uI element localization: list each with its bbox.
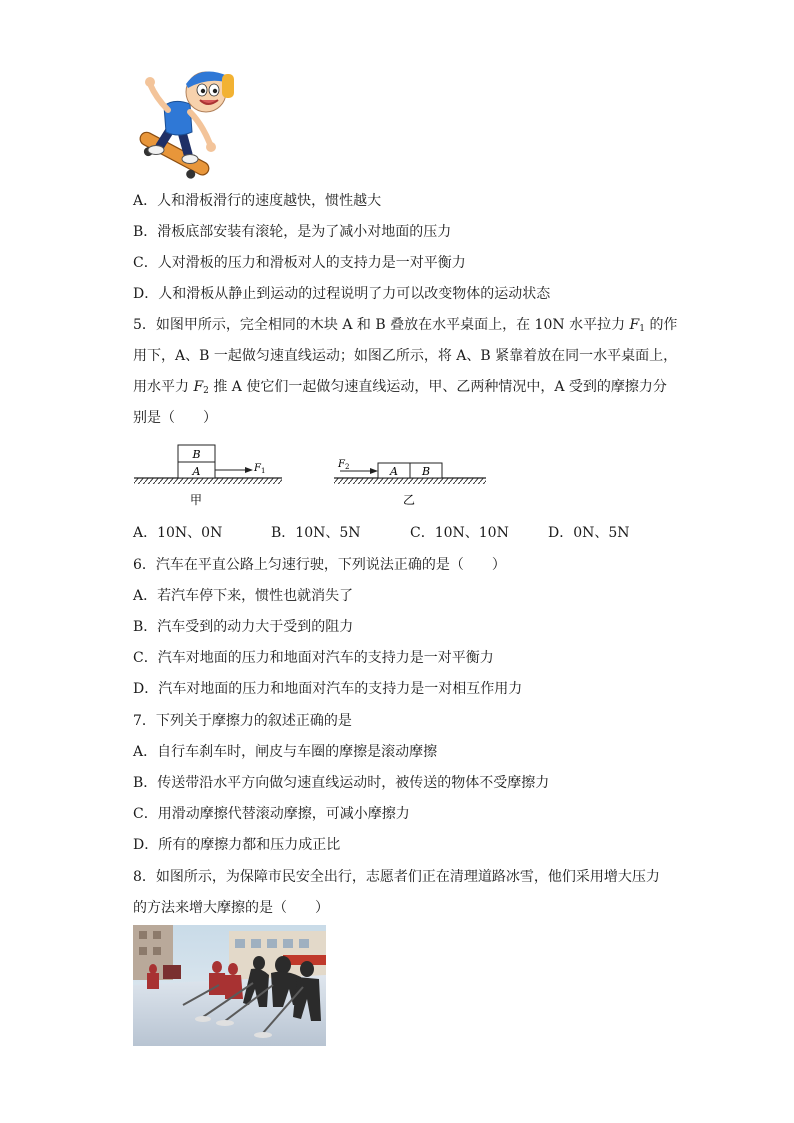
snow-clearing-photo — [133, 925, 326, 1046]
q8-stem-line-2: 的方法来增大摩擦的是（ ） — [133, 900, 329, 916]
q5-stem-line-2: 用下，A、B 一起做匀速直线运动；如图乙所示，将 A、B 紧靠着放在同一水平桌面上， — [133, 348, 678, 364]
f1-label: F — [254, 463, 261, 474]
q5-option-c: C．10N、10N — [410, 525, 509, 541]
q8-stem-line-1: 8．如图所示，为保障市民安全出行，志愿者们正在清理道路冰雪，他们采用增大压力 — [133, 869, 660, 885]
q5-figure — [130, 440, 500, 516]
q4-option-c: C．人对滑板的压力和滑板对人的支持力是一对平衡力 — [133, 255, 466, 271]
q7-option-d: D．所有的摩擦力都和压力成正比 — [133, 837, 341, 853]
q6-stem: 6．汽车在平直公路上匀速行驶，下列说法正确的是（ ） — [133, 557, 506, 573]
figure-yi — [334, 459, 486, 507]
caption-yi: 乙 — [402, 493, 416, 507]
q7-option-c: C．用滑动摩擦代替滚动摩擦，可减小摩擦力 — [133, 806, 410, 822]
f2-subscript: 2 — [345, 463, 350, 471]
q5-option-b: B．10N、5N — [271, 525, 361, 541]
q4-option-b: B．滑板底部安装有滚轮，是为了减小对地面的压力 — [133, 224, 452, 240]
block-b-label-yi: B — [421, 465, 431, 478]
skateboarder-illustration — [130, 62, 240, 180]
q4-option-d: D．人和滑板从静止到运动的过程说明了力可以改变物体的运动状态 — [133, 286, 551, 302]
q5-option-a: A．10N、0N — [133, 525, 223, 541]
figure-jia — [134, 445, 282, 507]
q7-option-b: B．传送带沿水平方向做匀速直线运动时，被传送的物体不受摩擦力 — [133, 775, 550, 791]
q6-option-d: D．汽车对地面的压力和地面对汽车的支持力是一对相互作用力 — [133, 681, 523, 697]
q6-option-b: B．汽车受到的动力大于受到的阻力 — [133, 619, 354, 635]
q6-option-c: C．汽车对地面的压力和地面对汽车的支持力是一对平衡力 — [133, 650, 494, 666]
q7-option-a: A．自行车刹车时，闸皮与车圈的摩擦是滚动摩擦 — [133, 744, 438, 760]
f1-subscript: 1 — [261, 467, 266, 475]
block-a-label: A — [192, 465, 201, 478]
q5-stem-line-4: 别是（ ） — [133, 410, 217, 426]
q5-stem-line-3: 用水平力 $F_2$ 推 A 使它们一起做匀速直线运动，甲、乙两种情况中，A 受到的摩擦力分 — [133, 379, 667, 396]
block-a-label-yi: A — [390, 465, 398, 478]
q4-option-a: A．人和滑板滑行的速度越快，惯性越大 — [133, 193, 382, 209]
block-b-label: B — [192, 448, 201, 461]
q5-stem-line-1: 5．如图甲所示，完全相同的木块 A 和 B 叠放在水平桌面上，在 10N 水平拉力 $F_1$ 的作 — [133, 317, 678, 334]
q5-option-d: D．0N、5N — [548, 525, 630, 541]
f2-label: F — [338, 459, 345, 470]
q7-stem: 7．下列关于摩擦力的叙述正确的是 — [133, 713, 352, 729]
q6-option-a: A．若汽车停下来，惯性也就消失了 — [133, 588, 354, 604]
caption-jia: 甲 — [189, 493, 203, 507]
